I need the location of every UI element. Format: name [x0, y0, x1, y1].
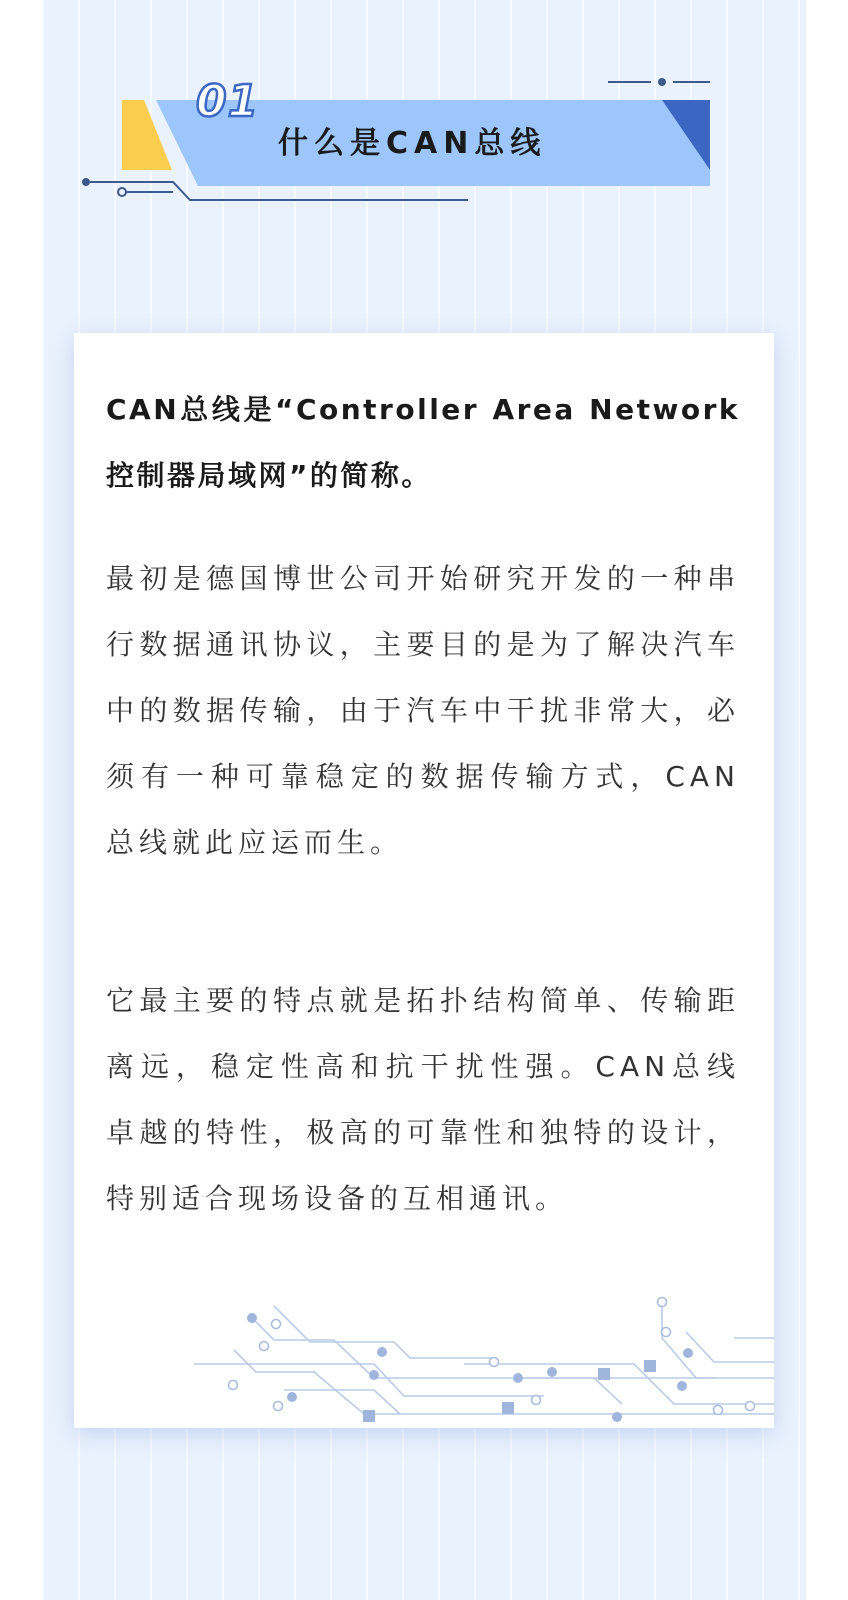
section-banner [78, 70, 738, 220]
content-card [74, 333, 774, 1428]
intro-text: CAN总线是“Controller Area Network控制器局域网”的简称。 [106, 393, 740, 492]
section-title: 什么是CAN总线 [278, 126, 547, 161]
section-number: 01 [196, 76, 260, 127]
paragraph-2: 它最主要的特点就是拓扑结构简单、传输距离远，稳定性高和抗干扰性强。CAN总线卓越的特性，极高的可靠性和独特的设计，特别适合现场设备的互相通讯。 [106, 984, 740, 1215]
paragraph-1: 最初是德国博世公司开始研究开发的一种串行数据通讯协议，主要目的是为了解决汽车中的数据传输，由于汽车中干扰非常大，必须有一种可靠稳定的数据传输方式，CAN总线就此应运而生。 [106, 562, 740, 859]
circuit-decoration [74, 1278, 774, 1428]
